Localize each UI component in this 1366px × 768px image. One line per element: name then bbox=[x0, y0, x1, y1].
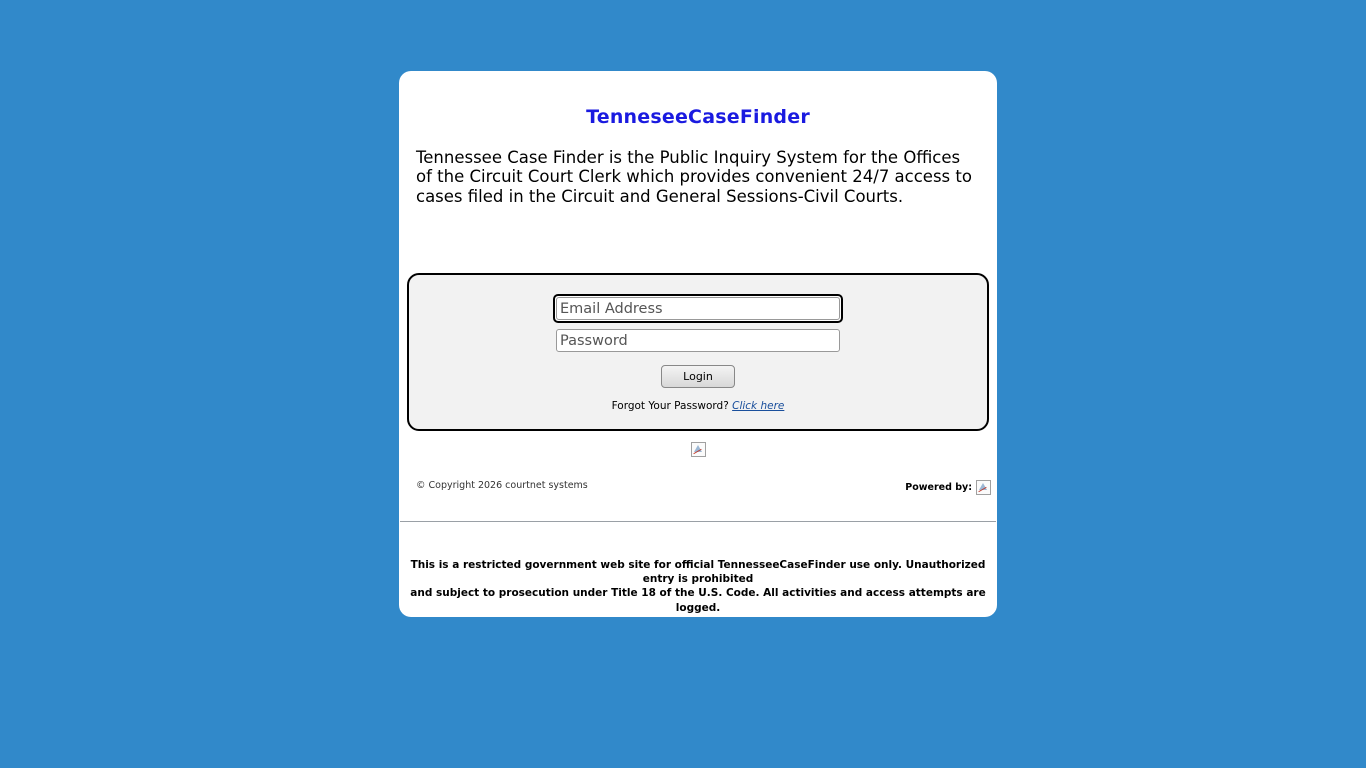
login-panel bbox=[407, 273, 989, 431]
powered-by-label: Powered by: bbox=[905, 482, 972, 493]
forgot-password-label: Forgot Your Password? bbox=[611, 400, 729, 412]
email-field-focus-ring bbox=[553, 294, 843, 323]
email-field[interactable] bbox=[556, 297, 840, 320]
center-logo bbox=[399, 439, 997, 458]
disclaimer-line-1: This is a restricted government web site for official TennesseeCaseFinder use only. Unauthorized entry is prohibited bbox=[410, 559, 986, 586]
legal-disclaimer bbox=[399, 558, 997, 615]
disclaimer-line-2: and subject to prosecution under Title 18 of the U.S. Code. All activities and access attempts are logged. bbox=[410, 587, 986, 614]
password-field[interactable] bbox=[556, 329, 840, 352]
copyright-text: © Copyright 2026 courtnet systems bbox=[416, 480, 588, 491]
login-card bbox=[399, 71, 997, 617]
intro-paragraph: Tennessee Case Finder is the Public Inquiry System for the Offices of the Circuit Court Clerk which provides convenient 24/7 access to cases filed in the Circuit and General Sessions-Civil Courts. bbox=[416, 148, 972, 206]
broken-image-icon bbox=[976, 480, 991, 495]
powered-by-block bbox=[905, 480, 991, 495]
footer-row bbox=[399, 480, 997, 500]
broken-image-icon bbox=[691, 442, 706, 457]
email-field-row bbox=[409, 275, 987, 323]
forgot-password-row bbox=[409, 400, 987, 412]
footer-divider bbox=[400, 521, 996, 522]
forgot-password-link[interactable]: Click here bbox=[732, 400, 785, 412]
login-button[interactable]: Login bbox=[661, 365, 735, 388]
password-field-row bbox=[409, 329, 987, 352]
page-title: TenneseeCaseFinder bbox=[586, 106, 810, 128]
